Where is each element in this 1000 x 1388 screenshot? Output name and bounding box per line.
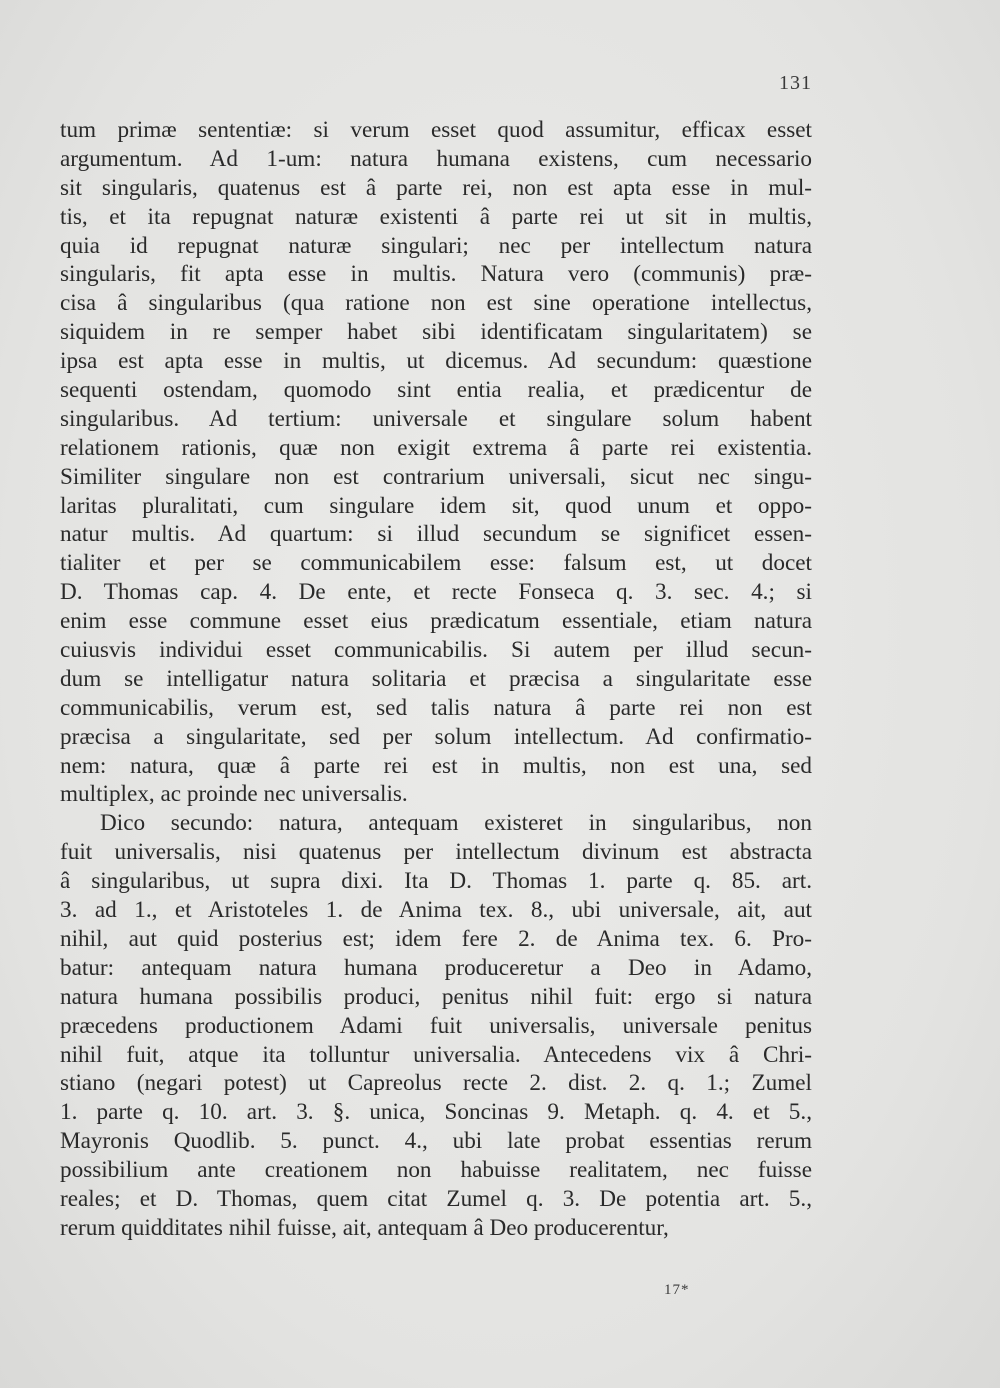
- text-line: præcedens productionem Adami fuit universalis, universale penitus: [60, 1012, 812, 1039]
- text-line: quia id repugnat naturæ singulari; nec per intellectum natura: [60, 232, 812, 259]
- text-line: batur: antequam natura humana produceretur a Deo in Adamo,: [60, 954, 812, 981]
- text-line: â singularibus, ut supra dixi. Ita D. Thomas 1. parte q. 85. art.: [60, 868, 812, 895]
- text-line: præcisa a singularitate, sed per solum intellectum. Ad confirmatio-: [60, 723, 812, 750]
- text-line: dum se intelligatur natura solitaria et præcisa a singularitate esse: [60, 665, 812, 692]
- text-line: stiano (negari potest) ut Capreolus recte 2. dist. 2. q. 1.; Zumel: [60, 1070, 812, 1097]
- text-line: cisa â singularibus (qua ratione non est sine operatione intellectus,: [60, 290, 812, 317]
- text-line: possibilium ante creationem non habuisse realitatem, nec fuisse: [60, 1157, 812, 1184]
- text-line: Similiter singulare non est contrarium universali, sicut nec singu-: [60, 463, 812, 490]
- text-line: nem: natura, quæ â parte rei est in multis, non est una, sed: [60, 752, 812, 779]
- text-line: tum primæ sententiæ: si verum esset quod assumitur, efficax esset: [60, 117, 812, 143]
- text-line: enim esse commune esset eius prædicatum essentiale, etiam natura: [60, 608, 812, 635]
- text-line: fuit universalis, nisi quatenus per intellectum divinum est abstracta: [60, 839, 812, 866]
- text-line: natura humana possibilis produci, penitus nihil fuit: ergo si natura: [60, 983, 812, 1010]
- text-line: rerum quidditates nihil fuisse, ait, antequam â Deo producerentur,: [60, 1214, 669, 1241]
- body-text: [60, 116, 812, 1243]
- text-line: siquidem in re semper habet sibi identificatam singularitatem) se: [60, 319, 812, 346]
- text-line: Mayronis Quodlib. 5. punct. 4., ubi late probat essentias rerum: [60, 1128, 812, 1155]
- text-line: tis, et ita repugnat naturæ existenti â parte rei ut sit in multis,: [60, 203, 812, 230]
- text-line: nihil, aut quid posterius est; idem fere 2. de Anima tex. 6. Pro-: [60, 925, 812, 952]
- text-line: sit singularis, quatenus est â parte rei, non est apta esse in mul-: [60, 174, 812, 201]
- text-line: singularis, fit apta esse in multis. Natura vero (communis) præ-: [60, 261, 812, 288]
- text-line: D. Thomas cap. 4. De ente, et recte Fonseca q. 3. sec. 4.; si: [60, 579, 812, 606]
- text-line: multiplex, ac proinde nec universalis.: [60, 781, 408, 808]
- text-line: communicabilis, verum est, sed talis natura â parte rei non est: [60, 694, 812, 721]
- signature-mark: 17*: [664, 1282, 690, 1298]
- text-line: natur multis. Ad quartum: si illud secundum se significet essen-: [60, 521, 812, 548]
- text-line: reales; et D. Thomas, quem citat Zumel q. 3. De potentia art. 5.,: [60, 1185, 812, 1212]
- text-line: argumentum. Ad 1-um: natura humana existens, cum necessario: [60, 145, 812, 172]
- text-line: cuiusvis individui esset communicabilis. Si autem per illud secun-: [60, 637, 812, 664]
- text-line: tialiter et per se communicabilem esse: falsum est, ut docet: [60, 550, 812, 577]
- text-line: relationem rationis, quæ non exigit extrema â parte rei existentia.: [60, 434, 812, 461]
- text-line: Dico secundo: natura, antequam existeret in singularibus, non: [100, 810, 812, 837]
- text-line: sequenti ostendam, quomodo sint entia realia, et prædicentur de: [60, 377, 812, 404]
- text-line: 3. ad 1., et Aristoteles 1. de Anima tex. 8., ubi universale, ait, aut: [60, 897, 812, 924]
- text-line: 1. parte q. 10. art. 3. §. unica, Soncinas 9. Metaph. q. 4. et 5.,: [60, 1099, 812, 1126]
- text-line: ipsa est apta esse in multis, ut dicemus. Ad secundum: quæstione: [60, 348, 812, 375]
- text-line: singularibus. Ad tertium: universale et singulare solum habent: [60, 405, 812, 432]
- page-number: 131: [779, 72, 812, 94]
- text-line: nihil fuit, atque ita tolluntur universalia. Antecedens vix â Chri-: [60, 1041, 812, 1068]
- text-line: laritas pluralitati, cum singulare idem sit, quod unum et oppo-: [60, 492, 812, 519]
